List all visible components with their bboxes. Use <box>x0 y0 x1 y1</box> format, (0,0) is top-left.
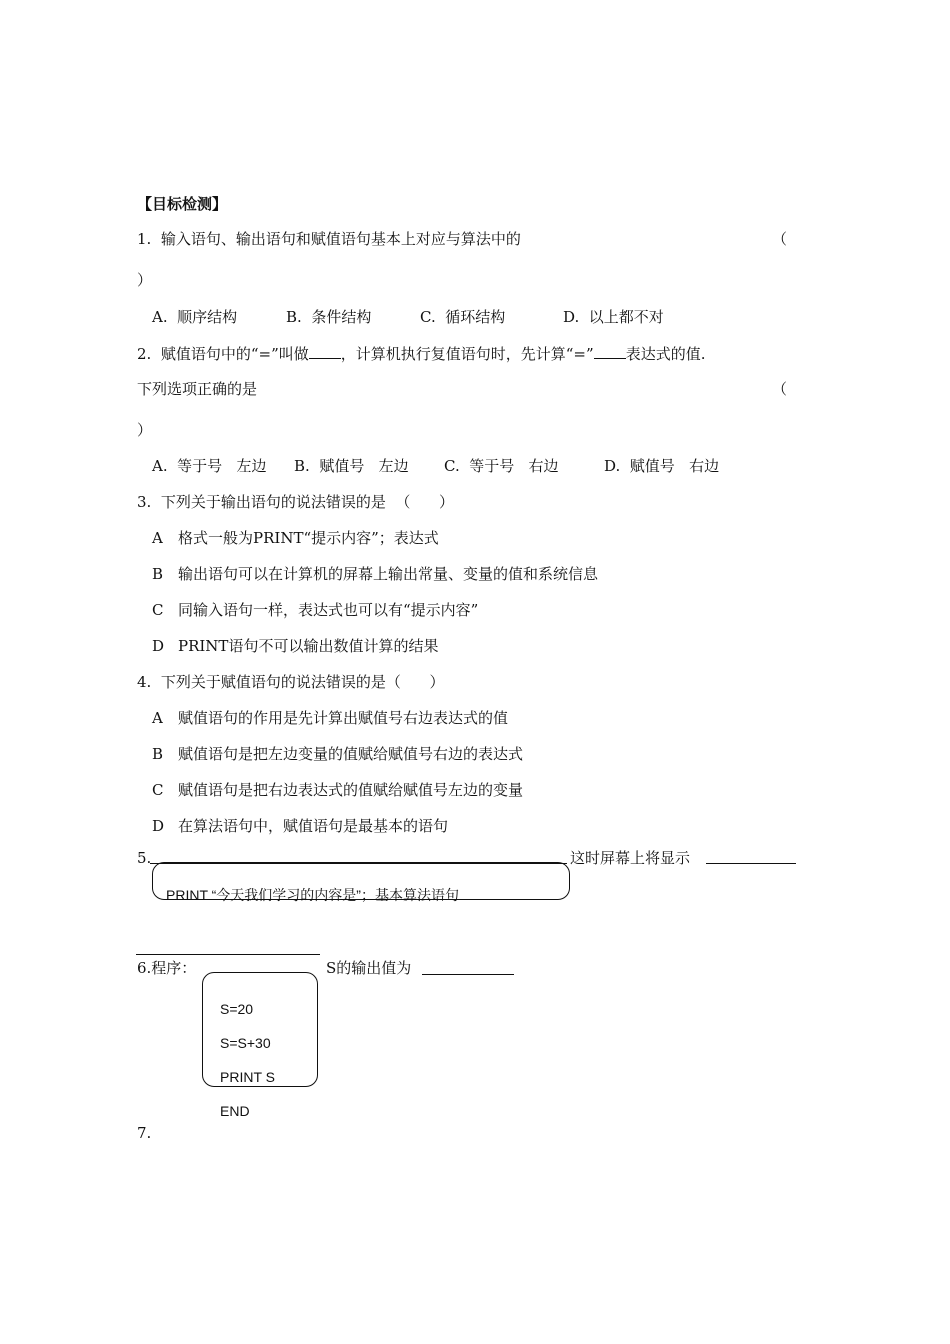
q5-answer-blank[interactable] <box>706 863 796 864</box>
q2-stem-c: 表达式的值. <box>625 345 706 363</box>
q3-option-b <box>152 564 598 584</box>
section-title: 【目标检测】 <box>137 195 228 213</box>
q2-open-paren: （ <box>772 380 788 398</box>
q2-blank-2[interactable] <box>594 343 626 359</box>
q6-code-line-3: PRINT S <box>220 1069 275 1085</box>
q3-option-a-letter: A <box>152 529 163 547</box>
q6-code-line-2: S=S+30 <box>220 1035 271 1051</box>
q4-stem: 4. 下列关于赋值语句的说法错误的是（ ） <box>137 673 445 691</box>
q4-option-c-text: 赋值语句是把右边表达式的值赋给赋值号左边的变量 <box>178 781 524 799</box>
q6-tail: S的输出值为 <box>326 959 412 977</box>
q4-option-a <box>152 708 508 728</box>
q1-close-paren: ） <box>137 271 153 289</box>
q3-option-d-text: PRINT语句不可以输出数值计算的结果 <box>178 637 439 655</box>
q3-option-b-letter: B <box>152 565 164 583</box>
q4-option-a-letter: A <box>152 709 163 727</box>
q2-stem2: 下列选项正确的是 <box>137 380 258 398</box>
q3-option-c-text: 同输入语句一样，表达式也可以有“提示内容” <box>178 601 479 619</box>
q3-option-d-letter: D <box>152 637 165 655</box>
q5-code: PRINT “今天我们学习的内容是”；基本算法语句 <box>166 887 459 903</box>
q2-stem-b: ，计算机执行复值语句时，先计算“=” <box>340 345 594 363</box>
q2-option-a: A. 等于号 左边 <box>152 457 267 475</box>
q4-option-c-letter: C <box>152 781 164 799</box>
q4-option-d-letter: D <box>152 817 165 835</box>
q1-open-paren: （ <box>772 230 788 248</box>
q4-option-d-text: 在算法语句中，赋值语句是最基本的语句 <box>178 817 449 835</box>
q1-option-c: C. 循环结构 <box>420 308 506 326</box>
q4-option-d <box>152 816 448 836</box>
q7-number: 7. <box>137 1124 152 1142</box>
q1-option-d: D. 以上都不对 <box>563 308 664 326</box>
q2-blank-1[interactable] <box>309 343 341 359</box>
q2-close-paren: ） <box>137 421 153 439</box>
q6-answer-blank[interactable] <box>422 974 514 975</box>
q5-number: 5. <box>137 849 152 867</box>
q4-option-b <box>152 744 523 764</box>
q3-option-a-text: 格式一般为PRINT“提示内容”；表达式 <box>178 529 439 547</box>
q6-code-line-4: END <box>220 1103 250 1119</box>
q1-option-b: B. 条件结构 <box>286 308 372 326</box>
q6-code-line-1: S=20 <box>220 1001 254 1017</box>
q1-stem: 1. 输入语句、输出语句和赋值语句基本上对应与算法中的 <box>137 230 521 248</box>
q6-label: 6.程序： <box>137 959 197 977</box>
q3-option-a <box>152 528 439 548</box>
q2-option-c: C. 等于号 右边 <box>444 457 559 475</box>
q5-tail: 这时屏幕上将显示 <box>570 849 691 867</box>
q3-option-d <box>152 636 438 656</box>
q4-option-c <box>152 780 523 800</box>
q5-bottom-rule <box>136 954 320 955</box>
q1-option-a: A. 顺序结构 <box>152 308 238 326</box>
q3-option-c-letter: C <box>152 601 164 619</box>
q4-option-a-text: 赋值语句的作用是先计算出赋值号右边表达式的值 <box>178 709 509 727</box>
q3-stem: 3. 下列关于输出语句的说法错误的是 （ ） <box>137 493 454 511</box>
q4-option-b-letter: B <box>152 745 164 763</box>
q4-option-b-text: 赋值语句是把左边变量的值赋给赋值号右边的表达式 <box>178 745 524 763</box>
q3-option-b-text: 输出语句可以在计算机的屏幕上输出常量、变量的值和系统信息 <box>178 565 599 583</box>
q2-stem-a: 2. 赋值语句中的“=”叫做 <box>137 345 309 363</box>
q2-stem <box>137 343 705 364</box>
q2-option-b: B. 赋值号 左边 <box>294 457 409 475</box>
q2-option-d: D. 赋值号 右边 <box>604 457 720 475</box>
q3-option-c <box>152 600 478 620</box>
